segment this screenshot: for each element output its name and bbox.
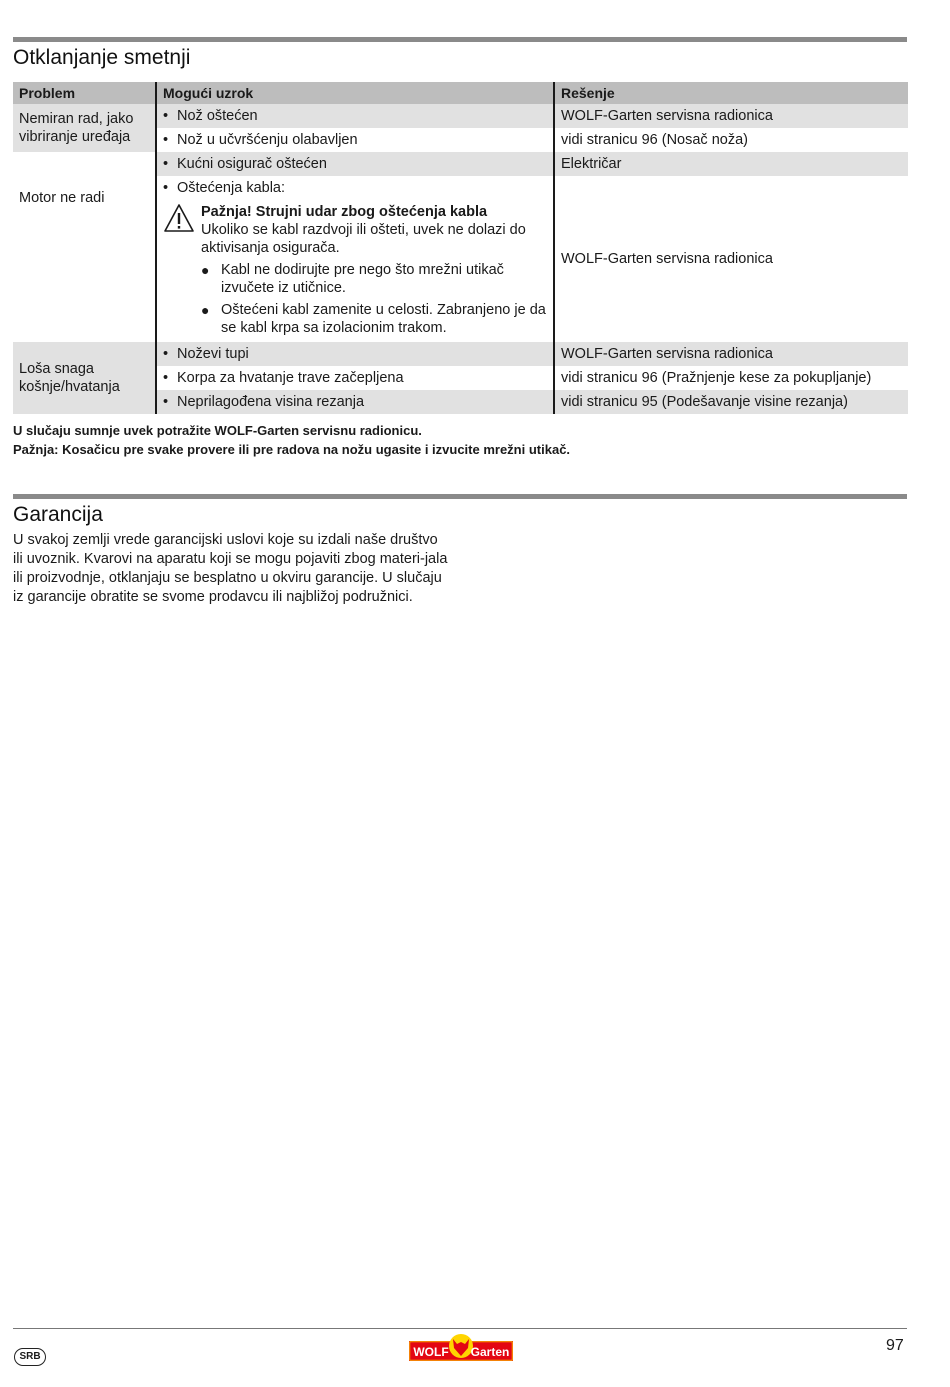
problem-cell: Motor ne radi bbox=[19, 190, 105, 206]
note-service: U slučaju sumnje uvek potražite WOLF-Garten servisnu radionicu. bbox=[13, 423, 422, 438]
warning-triangle-icon bbox=[163, 203, 195, 233]
solution-cell: WOLF-Garten servisna radionica bbox=[554, 176, 908, 342]
page-number: 97 bbox=[886, 1337, 904, 1354]
cause-cell: • Noževi tupi bbox=[156, 342, 554, 366]
solution-cell: vidi stranicu 95 (Podešavanje visine rezanja) bbox=[554, 390, 908, 414]
svg-text:Garten: Garten bbox=[470, 1345, 510, 1359]
header-solution: Rešenje bbox=[554, 82, 908, 104]
warning-block bbox=[163, 203, 547, 337]
cause-cell: • Nož u učvršćenju olabavljen bbox=[156, 128, 554, 152]
cause-cell: • Oštećenja kabla: Pažnja! Strujni udar zbog oštećenja kabla Ukoliko se kabl razdvoji ili ošteti, uvek ne dolazi do aktivisanja osigurača. ● Kabl ne dodirujte pre nego što mrežni utikač izvučete iz utičnice. ● Oštećeni kabl zamenite u celosti. Zabranjeno je da se kabl krpa sa izolacionim trakom. bbox=[156, 176, 554, 342]
troubleshooting-title: Otklanjanje smetnji bbox=[13, 46, 191, 69]
svg-text:WOLF: WOLF bbox=[413, 1345, 449, 1359]
header-cause: Mogući uzrok bbox=[156, 82, 554, 104]
cause-cell: • Korpa za hvatanje trave začepljena bbox=[156, 366, 554, 390]
note-safety: Pažnja: Kosačicu pre svake provere ili pre radova na nožu ugasite i izvucite mrežni utikač. bbox=[13, 442, 571, 457]
warranty-title: Garancija bbox=[13, 503, 103, 526]
solution-cell: WOLF-Garten servisna radionica bbox=[554, 342, 908, 366]
warning-title: Pažnja! Strujni udar zbog oštećenja kabla bbox=[201, 204, 488, 220]
cause-cell: • Kućni osigurač oštećen bbox=[156, 152, 554, 176]
cause-cell: • Nož oštećen bbox=[156, 104, 554, 128]
warning-text: Ukoliko se kabl razdvoji ili ošteti, uvek ne dolazi do aktivisanja osigurača. bbox=[201, 222, 526, 256]
problem-cell: Loša snaga košnje/hvatanja bbox=[13, 342, 156, 414]
warranty-text: U svakoj zemlji vrede garancijski uslovi koje su izdali naše društvo ili uvoznik. Kvarovi na aparatu koji se mogu pojaviti zbog materi-jala ili proizvodnje, otklanjaju se besplatno u okviru garancije. U slučaju iz garancije obratite se svome prodavcu ili najbližoj podružnici. bbox=[13, 532, 448, 605]
wolf-garten-logo bbox=[409, 1332, 513, 1362]
section-rule bbox=[13, 494, 907, 499]
warning-bullet: ● Oštećeni kabl zamenite u celosti. Zabranjeno je da se kabl krpa sa izolacionim trakom. bbox=[201, 302, 546, 336]
solution-cell: WOLF-Garten servisna radionica bbox=[554, 104, 908, 128]
troubleshooting-table bbox=[13, 82, 908, 414]
solution-cell: Električar bbox=[554, 152, 908, 176]
country-badge: SRB bbox=[14, 1348, 46, 1366]
footer-rule bbox=[13, 1328, 907, 1329]
section-rule bbox=[13, 37, 907, 42]
solution-cell: vidi stranicu 96 (Nosač noža) bbox=[554, 128, 908, 152]
warning-bullet: ● Kabl ne dodirujte pre nego što mrežni utikač izvučete iz utičnice. bbox=[201, 262, 504, 296]
solution-cell: vidi stranicu 96 (Pražnjenje kese za pokupljanje) bbox=[554, 366, 908, 390]
cause-cell: • Neprilagođena visina rezanja bbox=[156, 390, 554, 414]
header-problem: Problem bbox=[13, 82, 156, 104]
problem-cell: Nemiran rad, jako vibriranje uređaja bbox=[13, 104, 156, 152]
